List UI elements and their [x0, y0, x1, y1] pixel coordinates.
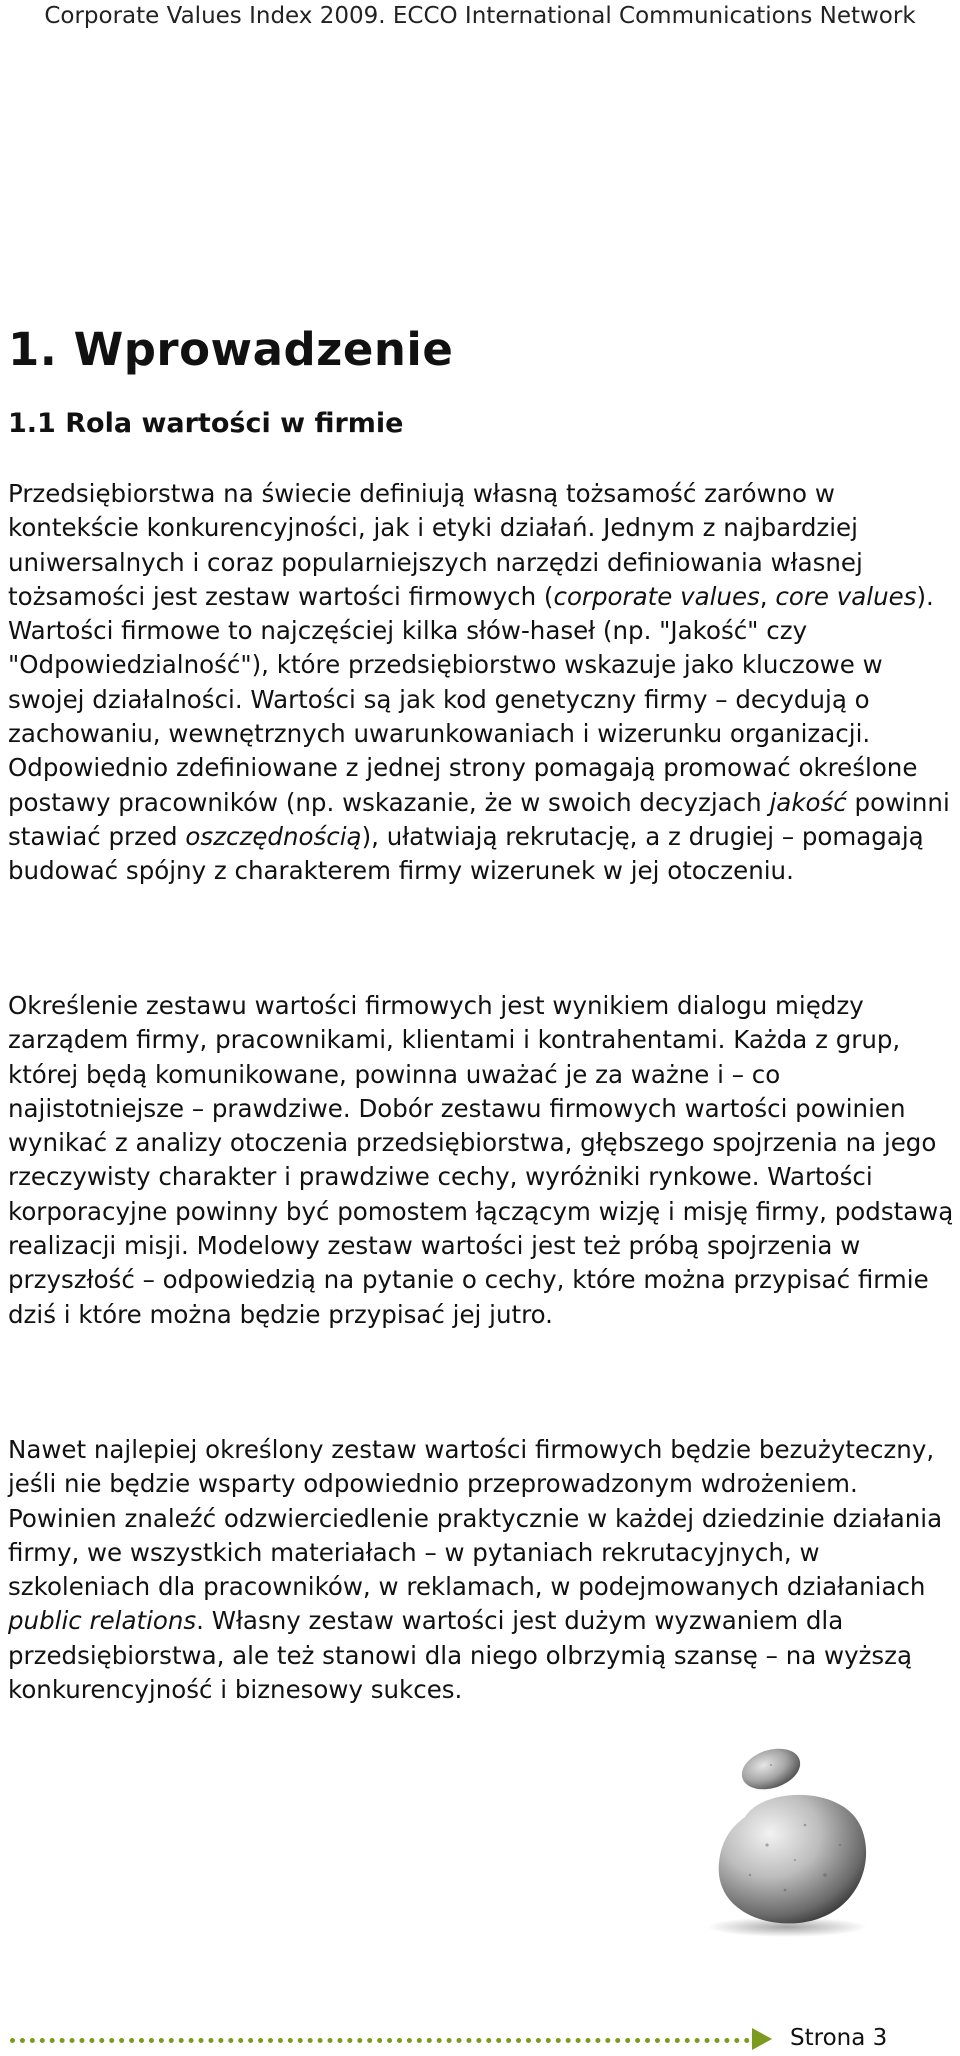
paragraph-3: [8, 1433, 956, 1707]
dotted-rule: [10, 2038, 750, 2043]
stone-small: [737, 1742, 806, 1797]
paragraph-2: Określenie zestawu wartości firmowych jest wynikiem dialogu między zarządem firmy, pracownikami, klientami i kontrahentami. Każda z grup, której będą komunikowane, powinna uważać je za ważne i – co najistotniejsze – prawdziwe. Dobór zestawu firmowych wartości powinien wynikać z analizy otoczenia przedsiębiorstwa, głębszego spojrzenia na jego rzeczywisty charakter i prawdziwe cechy, wyróżniki rynkowe. Wartości korporacyjne powinny być pomostem łączącym wizję i misję firmy, podstawą realizacji misji. Modelowy zestaw wartości jest też próbą spojrzenia w przyszłość – odpowiedzią na pytanie o cechy, które można przypisać firmie dziś i które można będzie przypisać jej jutro.: [8, 991, 954, 1329]
running-header: Corporate Values Index 2009. ECCO International Communications Network: [44, 3, 916, 29]
stones-image: [675, 1725, 895, 1945]
italic-term: oszczędnością: [185, 821, 362, 851]
page-footer: [0, 2010, 960, 2056]
subsection-title: 1.1 Rola wartości w firmie: [8, 408, 404, 439]
stone-large: [719, 1795, 866, 1924]
page-number: Strona 3: [790, 2025, 888, 2051]
text-run: Nawet najlepiej określony zestaw wartości firmowych będzie bezużyteczny, jeśli nie będzie wsparty odpowiednio przeprowadzonym wdrożeniem. Powinien znaleźć odzwierciedlenie praktycznie w każdej dziedzinie działania firmy, we wszystkich materiałach – w pytaniach rekrutacyjnych, w szkoleniach dla pracowników, w reklamach, w podejmowanych działaniach: [8, 1435, 943, 1602]
text-run: powinni stawiać przed: [8, 787, 950, 851]
italic-term: public relations: [8, 1606, 197, 1636]
italic-term: jakość: [769, 787, 847, 817]
text-run: ). Wartości firmowe to najczęściej kilka słów-haseł (np. "Jakość" czy "Odpowiedzialność"), które przedsiębiorstwo wskazuje jako kluczowe w swojej działalności. Wartości są jak kod genetyczny firmy – decydują o zachowaniu, wewnętrznych uwarunkowaniach i wizerunku organizacji. Odpowiednio zdefiniowane z jednej strony pomagają promować określone postawy pracowników (np. wskazanie, że w swoich decyzjach: [8, 581, 934, 817]
text-run: . Własny zestaw wartości jest dużym wyzwaniem dla przedsiębiorstwa, ale też stanowi dla niego olbrzymią szansę – na wyższą konkurencyjność i biznesowy sukces.: [8, 1606, 913, 1705]
italic-term: corporate values: [553, 581, 760, 611]
text-run: Przedsiębiorstwa na świecie definiują własną tożsamość zarówno w kontekście konkurencyjności, jak i etyki działań. Jednym z najbardziej uniwersalnych i coraz popularniejszych narzędzi definiowania własnej tożsamości jest zestaw wartości firmowych (: [8, 479, 863, 611]
text-run: ,: [759, 581, 776, 611]
paragraph-1: [8, 477, 956, 889]
italic-term: core values: [775, 581, 917, 611]
text-run: ), ułatwiają rekrutację, a z drugiej – pomagają budować spójny z charakterem firmy wizerunek w jej otoczeniu.: [8, 821, 924, 886]
section-title: 1. Wprowadzenie: [8, 323, 454, 376]
arrow-right-icon: [752, 2028, 772, 2050]
